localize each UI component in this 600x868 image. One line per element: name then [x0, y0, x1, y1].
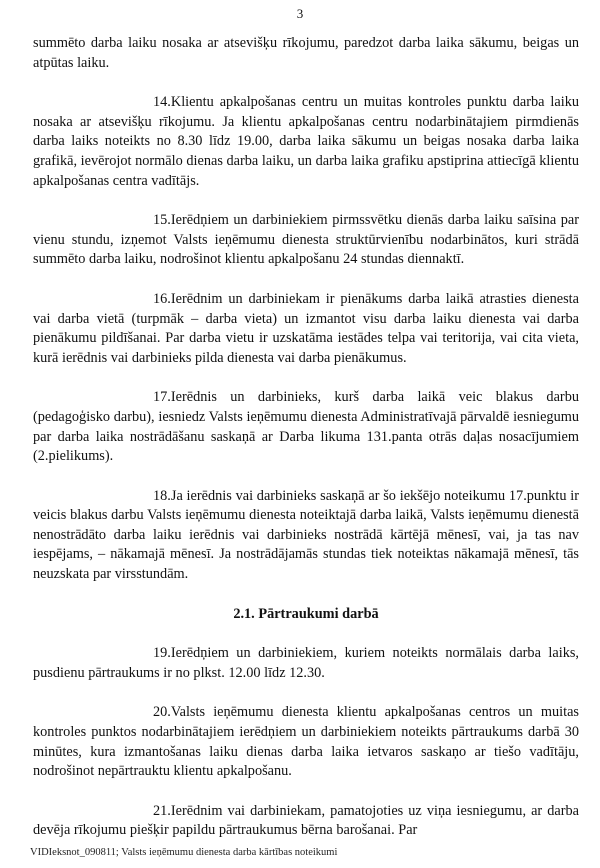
- page-number: 3: [296, 6, 304, 21]
- paragraph-21: [33, 802, 579, 841]
- paragraph-text: Ierēdnim vai darbiniekam, pamatojoties uz viņa iesniegumu, ar darba devēja rīkojumu piešķir papildu pārtraukumus bērna barošanai. Par: [33, 802, 579, 839]
- paragraph-17: [33, 388, 579, 466]
- paragraph-text: Ierēdnim un darbiniekam ir pienākums darba laikā atrasties dienesta vai darba vietā (turpmāk – darba vieta) un izmantot visu darba laiku dienesta vai darba pienākumu pildīšanai. Par darba vietu ir uzskatāma iestādes telpa vai teritorija, vai cita vieta, kurā ierēdnis vai darbinieks pilda dienesta vai darba pienākumus.: [33, 290, 579, 366]
- paragraph-text: Klientu apkalpošanas centru un muitas kontroles punktu darba laiku nosaka ar atsevišķu rīkojumu. Ja klientu apkalpošanas centru nodarbinātajiem pirmdienās darba laiks noteikts no 8.30 līdz 19.00, darba laika sākumu un beigas nosaka darba laika grafikā, ievērojot normālo dienas darba laiku, un darba laika grafiku apstiprina attiecīgā klientu apkalpošanas centra vadītājs.: [33, 94, 579, 189]
- paragraph-16: [33, 290, 579, 368]
- paragraph-text: Ierēdņiem un darbiniekiem, kuriem noteikts normālais darba laiks, pusdienu pārtraukums ir no plkst. 12.00 līdz 12.30.: [33, 645, 579, 681]
- paragraph-text: Valsts ieņēmumu dienesta klientu apkalpošanas centros un muitas kontroles punktos nodarbinātajiem ierēdņiem un darbiniekiem noteikts pārtraukums darbā 30 minūtes, kura izmantošanas laiku dienas darba laika ietvaros saskaņo ar tiešo vadītāju, nodrošinot nepārtrauktu klientu apkalpošanu.: [33, 704, 579, 780]
- continued-paragraph: summēto darba laiku nosaka ar atsevišķu rīkojumu, paredzot darba laika sākumu, beigas un atpūtas laiku.: [33, 35, 579, 71]
- paragraph-18: [33, 487, 579, 585]
- paragraph-number: 14.: [153, 94, 171, 111]
- paragraph-20: [33, 703, 579, 781]
- paragraph-number: 20.: [153, 704, 171, 721]
- document-body: [33, 34, 579, 861]
- paragraph-number: 16.: [153, 290, 171, 307]
- paragraph-text: Ierēdņiem un darbiniekiem pirmssvētku dienās darba laiku saīsina par vienu stundu, izņemot Valsts ieņēmumu dienesta struktūrvienību nodarbinātos, kuri strādā summēto darba laiku, nodrošinot klientu apkalpošanu 24 stundas diennaktī.: [33, 212, 579, 268]
- paragraph-14: [33, 93, 579, 191]
- page-footer: VIDIeksnot_090811; Valsts ieņēmumu dienesta darba kārtības noteikumi: [30, 847, 338, 858]
- paragraph-text: Ierēdnis un darbinieks, kurš darba laikā veic blakus darbu (pedagoģisko darbu), iesniedz Valsts ieņēmumu dienesta Administratīvajā pārvaldē iesniegumu par darba laika nostrādāšanu saskaņā ar Darba likuma 131.panta otrās daļas nosacījumiem (2.pielikums).: [33, 389, 579, 465]
- paragraph-19: [33, 644, 579, 683]
- section-heading: 2.1. Pārtraukumi darbā: [233, 605, 379, 622]
- paragraph-number: 21.: [153, 802, 171, 819]
- paragraph-number: 17.: [153, 389, 171, 406]
- paragraph-15: [33, 211, 579, 270]
- paragraph-number: 15.: [153, 212, 171, 229]
- paragraph-text: Ja ierēdnis vai darbinieks saskaņā ar šo iekšējo noteikumu 17.punktu ir veicis blakus darbu Valsts ieņēmumu dienesta noteiktajā darba laikā, Valsts ieņēmumu dienestā nenostrādāto darba laiku ierēdnis vai darbinieks nostrādā kārtējā mēnesī, vai, ja tas nav iespējams, – nākamajā mēnesī. Ja nostrādājamās stundas tiek noteiktas nākamajā mēnesī, tās neuzskata par virsstundām.: [33, 487, 579, 583]
- paragraph-number: 19.: [153, 645, 171, 662]
- paragraph-number: 18.: [153, 487, 171, 504]
